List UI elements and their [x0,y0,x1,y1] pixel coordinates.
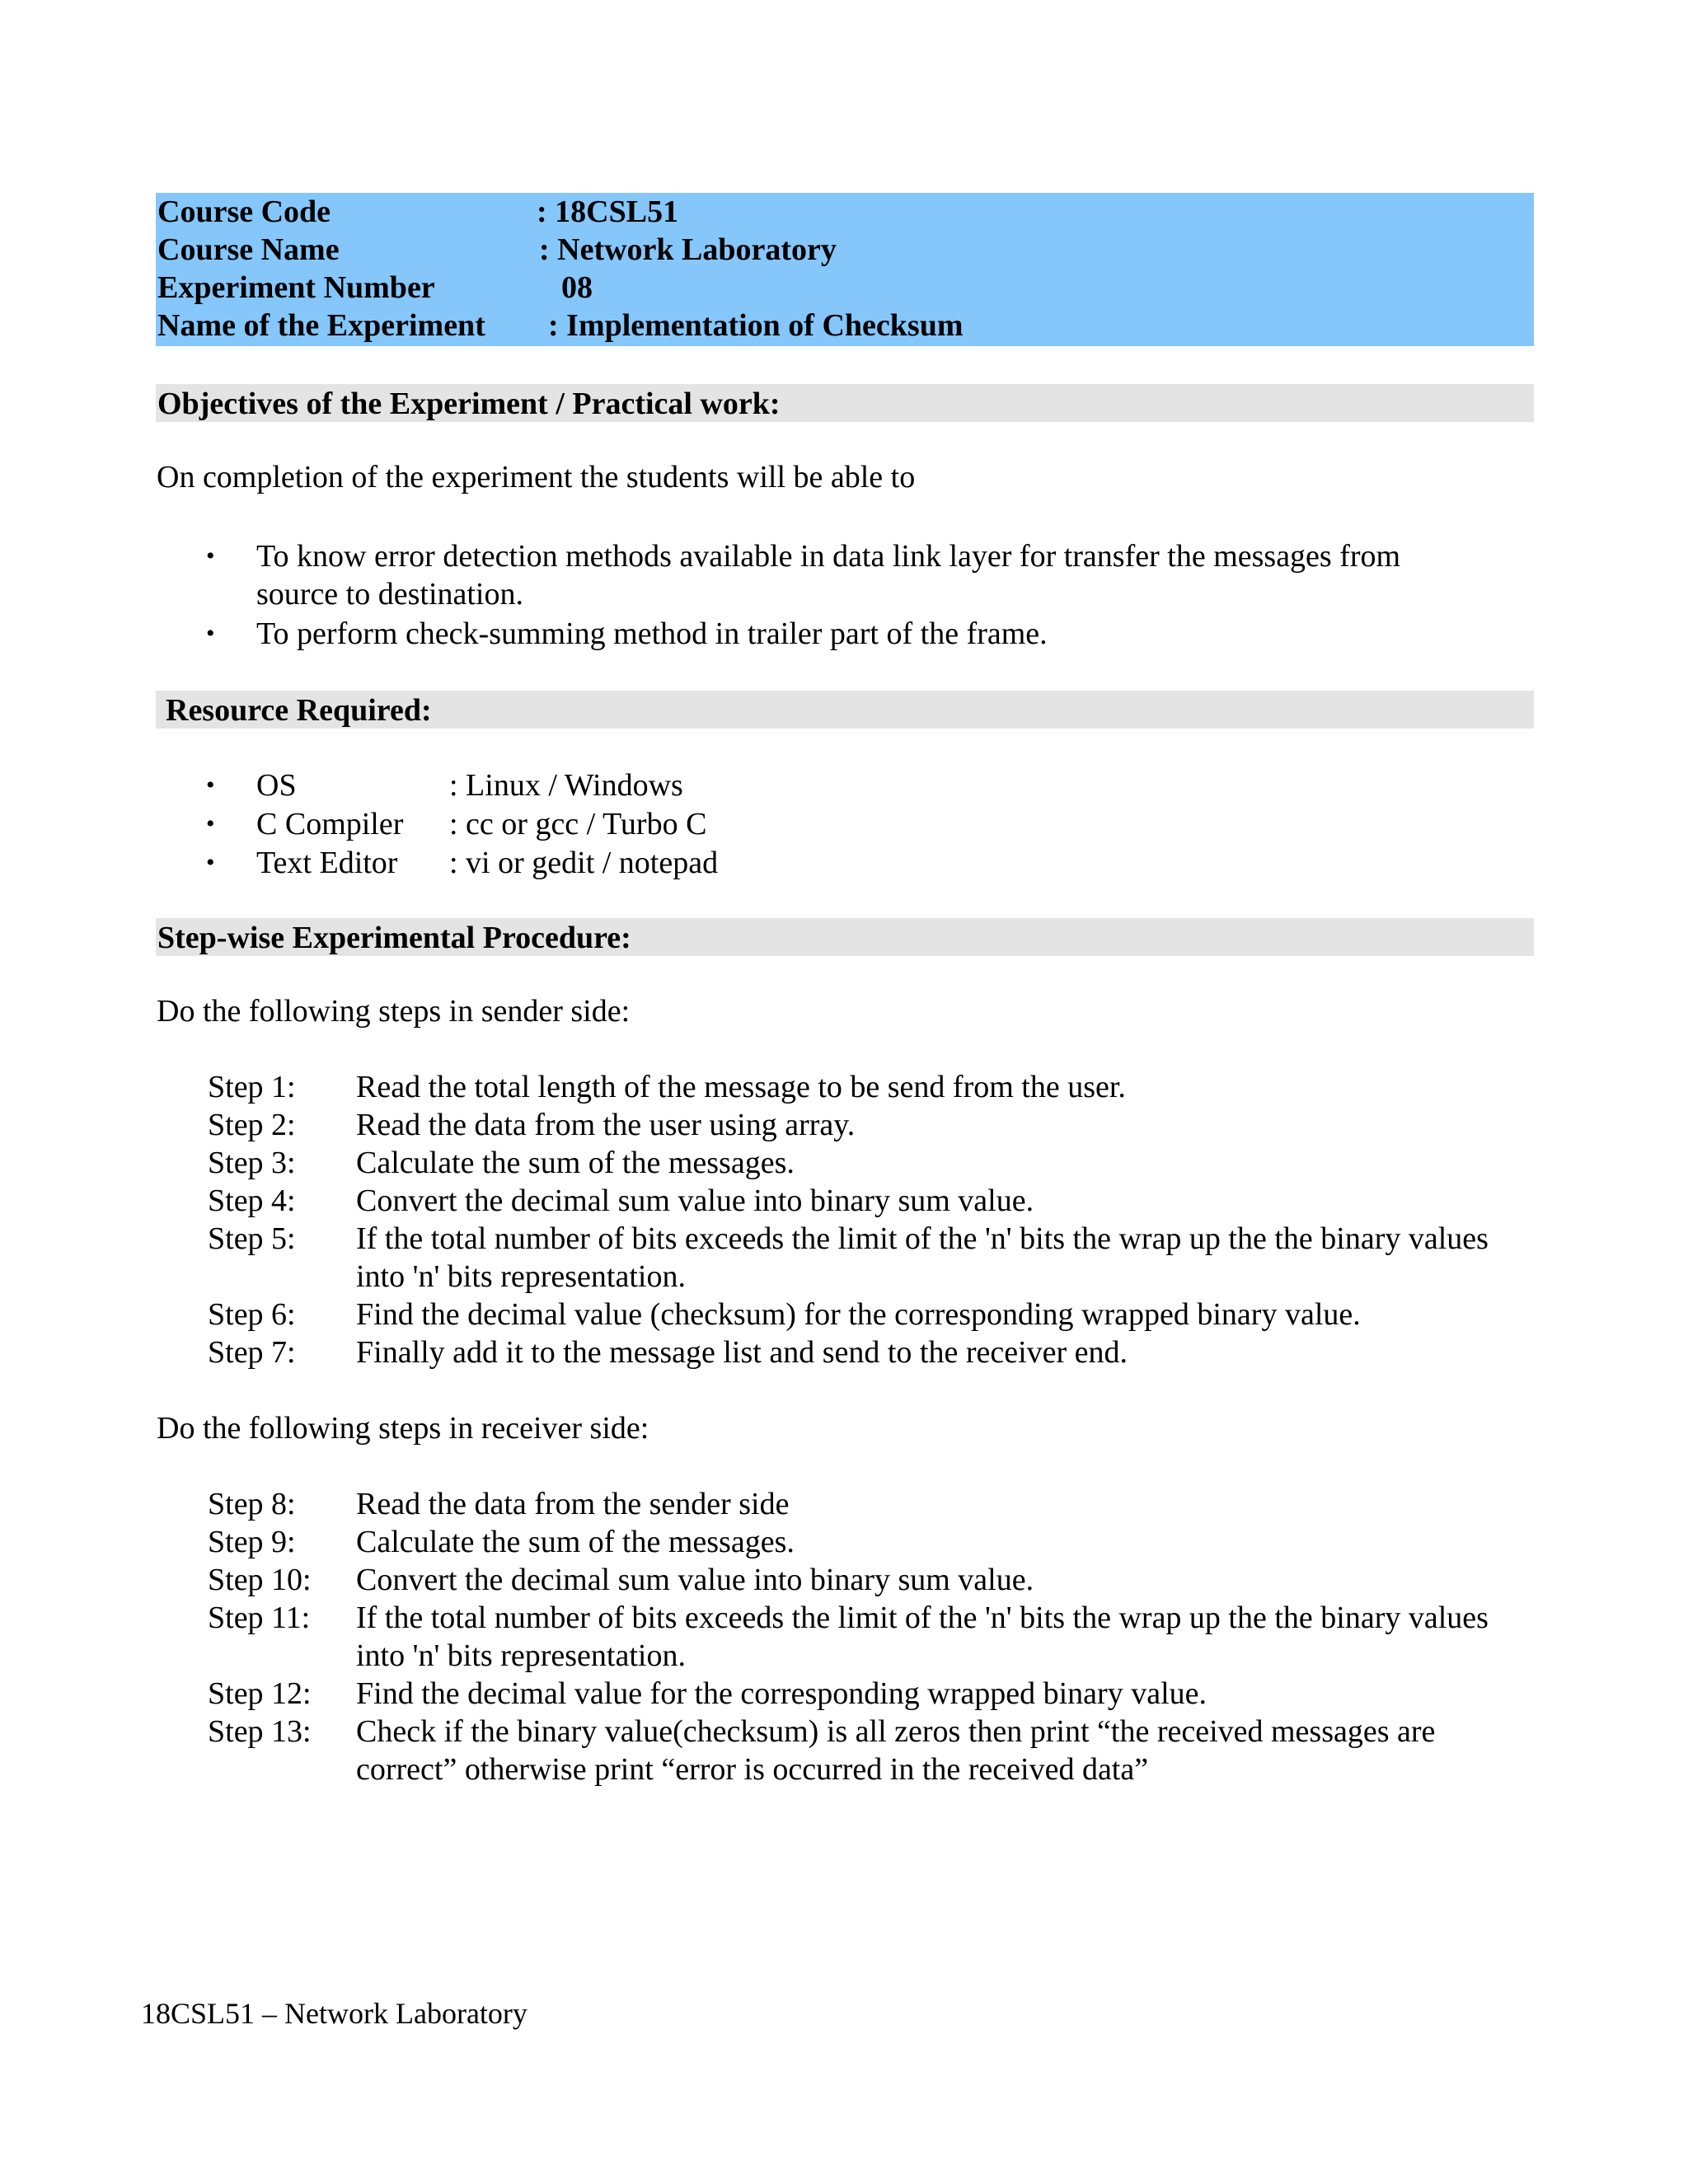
resource-editor-value: : vi or gedit / notepad [449,846,719,880]
step-text: Find the decimal value (checksum) for the corresponding wrapped binary value. [356,1297,1361,1332]
step-text: Calculate the sum of the messages. [356,1525,795,1559]
objectives-heading: Objectives of the Experiment / Practical work: [156,384,1534,422]
step-label: Step 6: [208,1297,296,1332]
step-label: Step 2: [208,1108,296,1142]
step-text: Read the total length of the message to be send from the user. [356,1070,1126,1104]
step-label: Step 12: [208,1676,312,1711]
course-info-box [156,193,1534,346]
step-text: Calculate the sum of the messages. [356,1146,795,1180]
bullet-icon: • [206,620,215,647]
step-text: Read the data from the sender side [356,1487,790,1521]
experiment-number-label: Experiment Number [157,270,435,305]
step-text: Check if the binary value(checksum) is all zeros then print “the received messages are correct” otherwise print “error is occurred in the received data” [356,1714,1436,1787]
step-text: Convert the decimal sum value into binary sum value. [356,1183,1034,1218]
experiment-name-value: : Implementation of Checksum [548,308,964,343]
resource-compiler-value: : cc or gcc / Turbo C [449,807,707,841]
resource-os-value: : Linux / Windows [449,768,683,803]
experiment-number-value: 08 [561,270,593,305]
bullet-icon: • [206,810,215,837]
step-label: Step 13: [208,1714,312,1749]
sender-intro: Do the following steps in sender side: [157,994,631,1029]
step-text: Read the data from the user using array. [356,1108,856,1142]
bullet-icon: • [206,542,215,569]
step-label: Step 4: [208,1183,296,1218]
page-footer: 18CSL51 – Network Laboratory [141,1997,528,2030]
course-name-label: Course Name [157,232,340,267]
course-code-label: Course Code [157,194,331,229]
receiver-intro: Do the following steps in receiver side: [157,1411,649,1446]
bullet-icon: • [206,771,215,799]
objectives-intro: On completion of the experiment the students will be able to [157,460,916,494]
step-text: Convert the decimal sum value into binary sum value. [356,1563,1034,1597]
step-label: Step 9: [208,1525,296,1559]
experiment-name-label: Name of the Experiment [157,308,485,343]
step-label: Step 8: [208,1487,296,1521]
step-label: Step 7: [208,1335,296,1370]
step-text: If the total number of bits exceeds the limit of the 'n' bits the wrap up the the binary values into 'n' bits representation. [356,1601,1489,1673]
objective-item-2: To perform check-summing method in trailer part of the frame. [256,616,1048,651]
resource-editor-name: Text Editor [256,846,398,880]
step-label: Step 3: [208,1146,296,1180]
step-text: Find the decimal value for the corresponding wrapped binary value. [356,1676,1207,1711]
objective-item-1-line1: To know error detection methods available in data link layer for transfer the messages from [256,539,1401,574]
step-text: Finally add it to the message list and send to the receiver end. [356,1335,1128,1370]
resource-compiler-name: C Compiler [256,807,404,841]
step-label: Step 11: [208,1601,311,1635]
step-label: Step 10: [208,1563,312,1597]
step-label: Step 5: [208,1221,296,1256]
course-code-value: : 18CSL51 [537,194,679,229]
course-name-value: : Network Laboratory [539,232,837,267]
bullet-icon: • [206,849,215,876]
step-text: If the total number of bits exceeds the limit of the 'n' bits the wrap up the the binary values into 'n' bits representation. [356,1221,1489,1294]
procedure-heading: Step-wise Experimental Procedure: [156,918,1534,956]
resource-os-name: OS [256,768,297,803]
resources-heading: Resource Required: [156,691,1534,729]
step-label: Step 1: [208,1070,296,1104]
objective-item-1-line2: source to destination. [256,577,523,612]
